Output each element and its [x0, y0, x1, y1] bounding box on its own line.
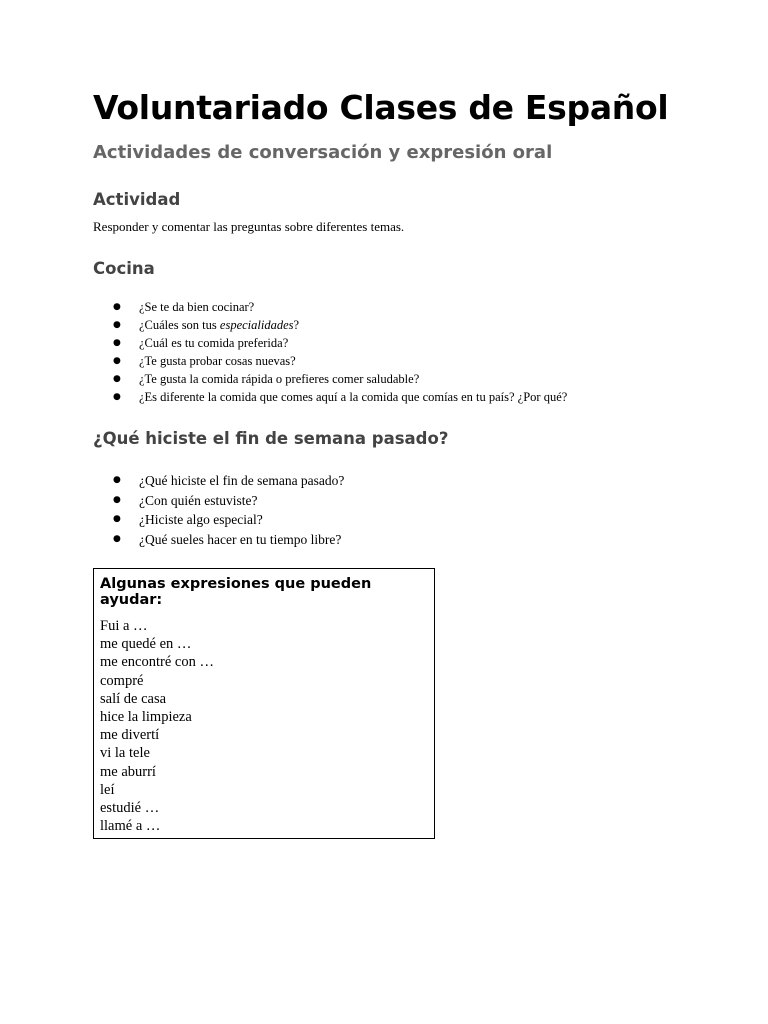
document-title: Voluntariado Clases de Español — [93, 88, 669, 127]
list-item — [93, 530, 344, 550]
expression-line: me aburrí — [100, 763, 156, 780]
list-item — [93, 510, 344, 530]
bullet-icon: ● — [113, 392, 121, 402]
list-item — [93, 352, 567, 370]
expressions-box — [93, 568, 435, 839]
bullet-icon: ● — [113, 302, 121, 312]
question-text-after: ? — [293, 318, 300, 332]
expression-line: llamé a … — [100, 818, 161, 835]
fin-de-semana-heading: ¿Qué hiciste el fin de semana pasado? — [93, 429, 449, 448]
list-item — [93, 298, 567, 316]
question-text: ¿Te gusta la comida rápida o prefieres comer saludable? — [139, 372, 420, 386]
expression-line: hice la limpieza — [100, 708, 192, 725]
list-item — [93, 491, 344, 511]
bullet-icon: ● — [113, 320, 121, 330]
expression-line: estudié … — [100, 799, 160, 816]
expression-line: me quedé en … — [100, 636, 192, 653]
question-text-before: ¿Cuáles son tus — [139, 318, 220, 332]
bullet-icon: ● — [113, 338, 121, 348]
question-text: ¿Cuál es tu comida preferida? — [139, 336, 289, 350]
actividad-text: Responder y comentar las preguntas sobre diferentes temas. — [93, 219, 405, 234]
list-item — [93, 370, 567, 388]
expression-line: vi la tele — [100, 745, 150, 762]
expression-line: leí — [100, 781, 115, 798]
expression-line: salí de casa — [100, 690, 167, 707]
bullet-icon: ● — [113, 533, 121, 544]
bullet-icon: ● — [113, 374, 121, 384]
bullet-icon: ● — [113, 494, 121, 505]
question-text: ¿Te gusta probar cosas nuevas? — [139, 354, 296, 368]
bullet-icon: ● — [113, 514, 121, 524]
fin-de-semana-question-list — [93, 471, 344, 549]
expression-line: compré — [100, 672, 144, 689]
expression-line: me encontré con … — [100, 654, 214, 671]
list-item — [93, 334, 567, 352]
question-text: ¿Hiciste algo especial? — [139, 512, 263, 527]
cocina-heading: Cocina — [93, 259, 155, 278]
question-text: ¿Qué hiciste el fin de semana pasado? — [139, 473, 345, 488]
expressions-list — [100, 617, 214, 835]
question-text: ¿Se te da bien cocinar? — [139, 300, 255, 314]
cocina-question-list — [93, 298, 567, 406]
question-text: ¿Con quién estuviste? — [139, 492, 258, 508]
actividad-heading: Actividad — [93, 190, 181, 209]
expressions-title: Algunas expresiones que pueden ayudar: — [100, 576, 372, 608]
expression-line: Fui a … — [100, 618, 148, 634]
document-subtitle: Actividades de conversación y expresión oral — [93, 142, 553, 163]
bullet-icon: ● — [113, 475, 121, 485]
list-item — [93, 316, 567, 334]
expression-line: me divertí — [100, 727, 160, 744]
bullet-icon: ● — [113, 356, 121, 366]
list-item — [93, 471, 344, 491]
question-text: ¿Es diferente la comida que comes aquí a la comida que comías en tu país? ¿Por qué? — [139, 390, 568, 404]
question-text: ¿Qué sueles hacer en tu tiempo libre? — [139, 531, 342, 547]
question-emphasis: especialidades — [219, 318, 294, 332]
list-item — [93, 388, 567, 406]
